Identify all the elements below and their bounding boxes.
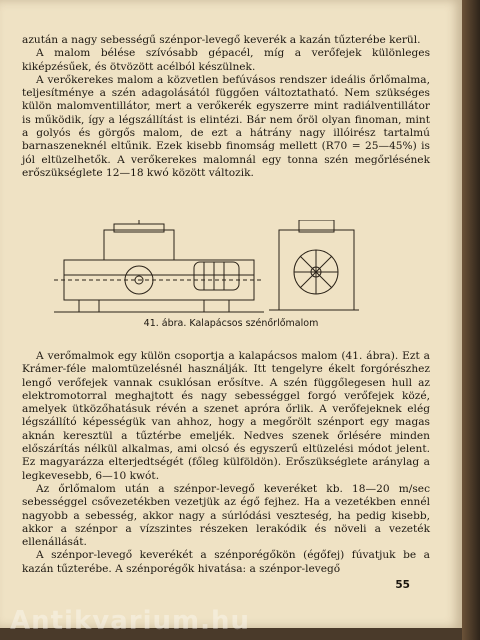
page-number: 55 [395,579,410,591]
paragraph: A malom bélése szívósabb gépacél, míg a verőfejek különleges kiképzésűek, és ötvözött acélból készülnek. [22,47,430,73]
body-text-top [22,34,430,180]
hammer-mill-figure [54,220,364,320]
body-text-bottom [22,350,430,576]
paragraph: azután a nagy sebességű szénpor-levegő keverék a kazán tűzterébe kerül. [22,34,421,46]
paragraph: A verőmalmok egy külön csoportja a kalapácsos malom (41. ábra). Ezt a Krámer-féle malomtüzelésnél használják. Itt tengelyre ékelt forgórészhez lengő verőfejek vannak csuklósan erősítve. A szén függőlegesen hull az elektromotorral meghajtott és nagy sebességgel forgó verőfejek közé, amelyek ütközőhatásuk révén a szenet apróra őrlik. A verőfejeknek elég légszállító képességük van ahhoz, hogy a megőrölt szénport egy magas aknán keresztül a tűztérbe emeljék. Nedves szenek őrlésére minden előszárítás nélkül alkalmas, ami olcsó és egyszerű eltüzelési módot jelent. Ez magyarázza elterjedtségét (főleg külföldön). Erőszükséglete aránylag a legkevesebb, 6—10 kwót. [22,350,430,482]
figure-caption: 41. ábra. Kalapácsos szénőrlőmalom [143,318,319,329]
book-binding [462,0,480,640]
watermark: Antikvarium.hu [10,606,250,636]
paragraph: A verőkerekes malom a közvetlen befúvásos rendszer ideális őrlőmalma, teljesítménye a szén adagolásától függően változtatható. Nem szükséges külön malomventillátor, mert a verőkerék egyszerre mint radiálventillátor is működik, így a légszállítást is elintézi. Bár nem őröl olyan finoman, mint a golyós és görgős malom, de ezt a hátrány nagy illóirész tartalmú barnaszeneknél eltűnik. Ezek kisebb finomság mellett (R70 = 25—45%) is jól eltüzelhetők. A verőkerekes malomnál egy tonna szén megőrlésének erőszükséglete 12—18 kwó között változik. [22,73,430,179]
paragraph: Az őrlőmalom után a szénpor-levegő keveréket kb. 18—20 m/sec sebességgel csővezetékben vezetjük az égő fejhez. Ha a vezetékben ennél nagyobb a sebesség, akkor nagy a súrlódási veszteség, ha pedig kisebb, akkor a szénpor a vízszintes részeken lerakódik és növeli a vezeték ellenállását. [22,482,430,549]
paragraph: A szénpor-levegő keverékét a szénporégőkön (égőfej) fúvatjuk be a kazán tűzterébe. A szénporégők hivatása: a szénpor-levegő [22,549,430,575]
